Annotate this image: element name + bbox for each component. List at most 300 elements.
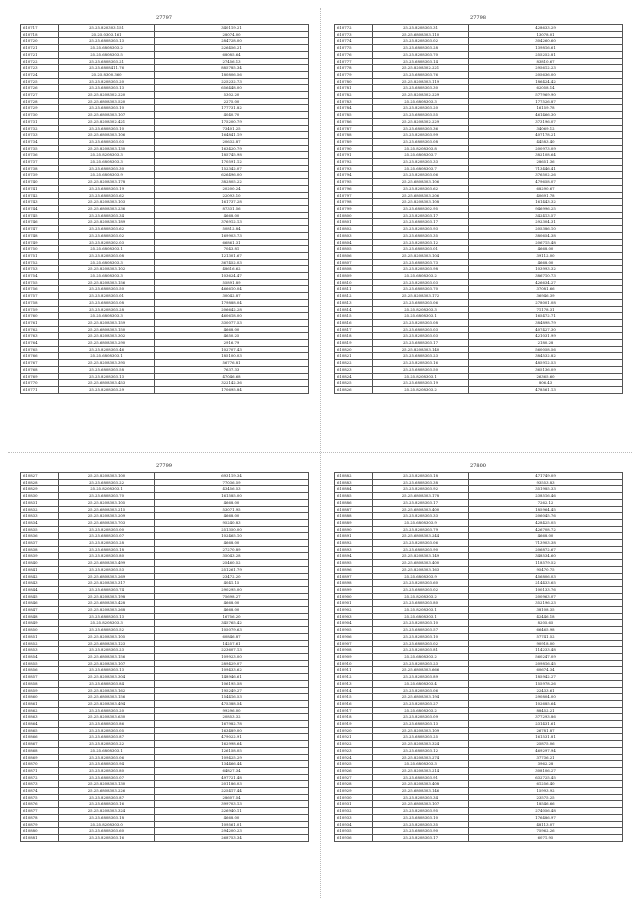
page-number: 27800 [470, 463, 486, 469]
row-id-cell: 610827 [21, 473, 59, 480]
row-id-cell: 610809 [335, 273, 373, 280]
row-id-cell: 610813 [335, 299, 373, 306]
amount-cell: 376502.26 [469, 172, 623, 179]
amount-cell: 200973.09 [469, 145, 623, 152]
row-id-cell: 610917 [335, 707, 373, 714]
row-id-cell: 610862 [21, 707, 59, 714]
table-row [21, 85, 309, 92]
table-row [21, 366, 309, 373]
table-row [21, 138, 309, 145]
amount-cell: 118579.52 [469, 560, 623, 567]
account-code-cell: 25.25.8208302.229 [373, 118, 469, 125]
row-id-cell: 610752 [21, 259, 59, 266]
account-code-cell: 25.25.6808303.94 [59, 761, 155, 768]
amount-cell: 164841.19 [155, 132, 309, 139]
row-id-cell: 610825 [335, 380, 373, 387]
table-row [335, 112, 623, 119]
table-row [21, 526, 309, 533]
amount-cell: 3962.28 [469, 761, 623, 768]
account-code-cell: 25.25.6808303.13 [59, 667, 155, 674]
account-code-cell: 25.25.8208303.317 [59, 580, 155, 587]
amount-cell: 27270.89 [155, 546, 309, 553]
table-row [335, 212, 623, 219]
table-row [21, 132, 309, 139]
account-code-cell: 25.25.6808303.226 [59, 788, 155, 795]
row-id-cell: 610806 [335, 252, 373, 259]
account-code-cell: 25.25.6808303.10 [59, 125, 155, 132]
account-code-cell: 25.25.8208303.16 [373, 360, 469, 367]
row-id-cell: 610729 [21, 105, 59, 112]
account-code-cell: 25.25.6808303.80 [373, 600, 469, 607]
table-row [21, 145, 309, 152]
table-row [335, 145, 623, 152]
table-row [21, 801, 309, 808]
table-row [335, 573, 623, 580]
account-code-cell: 25.25.8208303.01 [59, 293, 155, 300]
account-code-cell: 25.25.8208303.34 [373, 794, 469, 801]
amount-cell: 114233.48 [469, 647, 623, 654]
row-id-cell: 610835 [21, 526, 59, 533]
account-code-cell: 25.25.6808303.57 [373, 627, 469, 634]
amount-cell: 25460.52 [155, 560, 309, 567]
row-id-cell: 610883 [335, 479, 373, 486]
amount-cell: 20200.24 [155, 185, 309, 192]
row-id-cell: 610904 [335, 620, 373, 627]
table-row [21, 506, 309, 513]
table-row [335, 299, 623, 306]
amount-cell: 16159.78 [469, 105, 623, 112]
account-code-cell: 25.25.6808303.194 [373, 694, 469, 701]
account-code-cell: 25.25.8208303.00 [59, 526, 155, 533]
table-row [21, 493, 309, 500]
account-code-cell: 25.25.6808303.62 [59, 192, 155, 199]
account-code-cell: 25.25.6808303.21 [59, 58, 155, 65]
records-table [334, 24, 623, 394]
amount-cell: 109923.00 [155, 653, 309, 660]
records-table [334, 472, 623, 842]
row-id-cell: 610814 [335, 306, 373, 313]
table-row [335, 306, 623, 313]
account-code-cell: 25.25.6808303.74 [59, 586, 155, 593]
table-row [21, 353, 309, 360]
amount-cell: 161443.32 [469, 199, 623, 206]
account-code-cell: 25.25.8208303.105 [59, 633, 155, 640]
row-id-cell: 610785 [335, 112, 373, 119]
row-id-cell: 610906 [335, 633, 373, 640]
account-code-cell: 25.25.6808303.10 [373, 814, 469, 821]
table-row [21, 519, 309, 526]
amount-cell: 126158.05 [155, 747, 309, 754]
amount-cell: 28074.00 [155, 31, 309, 38]
amount-cell: 95240.83 [155, 519, 309, 526]
table-row [21, 326, 309, 333]
row-id-cell: 610770 [21, 380, 59, 387]
amount-cell: 251261.79 [155, 566, 309, 573]
row-id-cell: 610846 [21, 600, 59, 607]
row-id-cell: 610898 [335, 580, 373, 587]
row-id-cell: 610879 [21, 821, 59, 828]
row-id-cell: 610788 [335, 132, 373, 139]
account-code-cell: 25.25.8208303.28 [59, 540, 155, 547]
account-code-cell: 25.25.6808303.06 [373, 299, 469, 306]
table-row [21, 727, 309, 734]
row-id-cell: 610844 [21, 586, 59, 593]
account-code-cell: 25.25.6808303.269 [59, 573, 155, 580]
table-row [335, 353, 623, 360]
table-row [335, 493, 623, 500]
amount-cell: 75962.26 [469, 828, 623, 835]
amount-cell: 4668.00 [155, 212, 309, 219]
row-id-cell: 610912 [335, 674, 373, 681]
table-row [335, 546, 623, 553]
amount-cell: 161585.00 [155, 493, 309, 500]
account-code-cell: 25.25.6808303.07 [59, 533, 155, 540]
records-table-body [21, 473, 309, 842]
row-id-cell: 610832 [21, 506, 59, 513]
amount-cell: 176486.97 [469, 814, 623, 821]
row-id-cell: 610810 [335, 279, 373, 286]
row-id-cell: 610759 [21, 306, 59, 313]
row-id-cell: 610882 [335, 473, 373, 480]
table-row [335, 627, 623, 634]
account-code-cell: 25.25.8208303.17 [373, 834, 469, 841]
amount-cell: 47046.68 [155, 373, 309, 380]
table-row [21, 680, 309, 687]
account-code-cell: 25.25.6808303.16 [59, 801, 155, 808]
amount-cell: 278001.08 [469, 299, 623, 306]
table-row [21, 734, 309, 741]
account-code-cell: 25.25.6808303.28 [373, 45, 469, 52]
row-id-cell: 610786 [335, 118, 373, 125]
account-code-cell: 25.25.8208303.1 [373, 373, 469, 380]
amount-cell: 479022.91 [155, 734, 309, 741]
account-code-cell: 25.25.6808303.10 [59, 105, 155, 112]
table-row [21, 633, 309, 640]
table-row [335, 526, 623, 533]
amount-cell: 4040.70 [155, 112, 309, 119]
row-id-cell: 610760 [21, 313, 59, 320]
amount-cell: 421031.99 [469, 333, 623, 340]
table-row [335, 172, 623, 179]
amount-cell: 456806.03 [469, 573, 623, 580]
row-id-cell: 610820 [335, 346, 373, 353]
table-row [335, 727, 623, 734]
account-code-cell: 25.25.6808303.70 [59, 493, 155, 500]
account-code-cell: 25.25.6808303.58 [59, 366, 155, 373]
table-row [21, 607, 309, 614]
row-id-cell: 610836 [21, 533, 59, 540]
account-code-cell: 25.25.6808303.107 [59, 112, 155, 119]
row-id-cell: 610915 [335, 694, 373, 701]
row-id-cell: 610842 [21, 573, 59, 580]
account-code-cell: 25.25.8208303.149 [373, 553, 469, 560]
account-code-cell: 25.25.8208302.221 [373, 65, 469, 72]
row-id-cell: 610721 [21, 51, 59, 58]
row-id-cell: 610884 [335, 486, 373, 493]
table-row [335, 360, 623, 367]
account-code-cell: 25.25.8208303.89 [373, 674, 469, 681]
amount-cell: 37081.66 [469, 286, 623, 293]
table-row [335, 105, 623, 112]
amount-cell: 274056.48 [469, 808, 623, 815]
table-row [335, 252, 623, 259]
amount-cell: 105079.63 [155, 627, 309, 634]
table-row [21, 721, 309, 728]
row-id-cell: 610783 [335, 98, 373, 105]
row-id-cell: 610829 [21, 486, 59, 493]
amount-cell: 384532.82 [469, 353, 623, 360]
table-row [335, 259, 623, 266]
amount-cell: 428425.05 [469, 519, 623, 526]
account-code-cell: 25.25.8208303.70 [373, 51, 469, 58]
row-id-cell: 610868 [21, 747, 59, 754]
table-row [335, 65, 623, 72]
table-row [335, 346, 623, 353]
row-id-cell: 610903 [335, 613, 373, 620]
row-id-cell: 610802 [335, 226, 373, 233]
row-id-cell: 610816 [335, 319, 373, 326]
account-code-cell: 25.25.6808303.87 [59, 734, 155, 741]
amount-cell: 4668.00 [155, 607, 309, 614]
table-row [335, 45, 623, 52]
amount-cell: 71178.31 [469, 306, 623, 313]
account-code-cell: 25.25.8208303.119 [373, 78, 469, 85]
row-id-cell: 610838 [21, 546, 59, 553]
table-row [21, 319, 309, 326]
account-code-cell: 25.25.8208303.92 [373, 486, 469, 493]
account-code-cell: 25.25.6808303.12 [373, 747, 469, 754]
amount-cell: 48616.62 [155, 266, 309, 273]
table-row [21, 373, 309, 380]
amount-cell: 330077.53 [155, 319, 309, 326]
table-row [21, 700, 309, 707]
account-code-cell: 25.25.8208303.162 [59, 687, 155, 694]
amount-cell: 68290.67 [469, 185, 623, 192]
amount-cell: 39112.00 [469, 252, 623, 259]
row-id-cell: 610889 [335, 519, 373, 526]
amount-cell: 713903.38 [469, 540, 623, 547]
row-id-cell: 610916 [335, 700, 373, 707]
account-code-cell: 25.25.6808303.13 [373, 721, 469, 728]
amount-cell: 48113.07 [469, 821, 623, 828]
records-table-body [335, 473, 623, 842]
row-id-cell: 610826 [335, 386, 373, 393]
amount-cell: 43456.53 [155, 486, 309, 493]
table-row [21, 105, 309, 112]
account-code-cell: 25.25.8208303.20 [373, 105, 469, 112]
account-code-cell: 25.25.8208303.102 [59, 266, 155, 273]
account-code-cell: 25.25.6808303.3 [59, 259, 155, 266]
row-id-cell: 610787 [335, 125, 373, 132]
account-code-cell: 25.25.8208303.172 [373, 293, 469, 300]
table-row [335, 821, 623, 828]
table-row [21, 620, 309, 627]
table-row [335, 192, 623, 199]
table-row [335, 553, 623, 560]
row-id-cell: 610791 [335, 152, 373, 159]
page-number: 27799 [156, 463, 172, 469]
account-code-cell: 25.25.8208303.02 [373, 38, 469, 45]
account-code-cell: 25.25.6808303.2 [59, 45, 155, 52]
table-row [21, 340, 309, 347]
table-row [21, 293, 309, 300]
account-code-cell: 25.25.6808303.2 [373, 653, 469, 660]
amount-cell: 560247.09 [469, 653, 623, 660]
table-row [335, 680, 623, 687]
row-id-cell: 610773 [335, 31, 373, 38]
table-row [335, 714, 623, 721]
row-id-cell: 610905 [335, 627, 373, 634]
amount-cell: 30042.87 [155, 293, 309, 300]
row-id-cell: 610822 [335, 360, 373, 367]
row-id-cell: 610919 [335, 721, 373, 728]
amount-cell: 38108.35 [469, 607, 623, 614]
amount-cell: 560058.56 [469, 346, 623, 353]
amount-cell: 103624.47 [155, 273, 309, 280]
account-code-cell: 25.25.8208303.33 [373, 513, 469, 520]
row-id-cell: 610864 [21, 721, 59, 728]
account-code-cell: 25.25.6808303.17 [373, 340, 469, 347]
amount-cell: 99296.00 [155, 707, 309, 714]
table-row [335, 293, 623, 300]
account-code-cell: 25.25.8208303.107 [59, 660, 155, 667]
amount-cell: 13078.01 [469, 31, 623, 38]
account-code-cell: 25.25.8208303.03 [373, 279, 469, 286]
row-id-cell: 610877 [21, 808, 59, 815]
amount-cell: 656448.00 [155, 85, 309, 92]
amount-cell: 100133.76 [469, 586, 623, 593]
amount-cell: 352196.23 [469, 600, 623, 607]
amount-cell: 93553.83 [469, 479, 623, 486]
account-code-cell: 25.25.6808303.01 [373, 246, 469, 253]
row-id-cell: 610885 [335, 493, 373, 500]
row-id-cell: 610733 [21, 132, 59, 139]
account-code-cell: 25.25.8208303.13 [59, 373, 155, 380]
row-id-cell: 610772 [335, 25, 373, 32]
table-row [21, 781, 309, 788]
row-id-cell: 610894 [335, 553, 373, 560]
account-code-cell: 25.25.6808303.4 [373, 680, 469, 687]
row-id-cell: 610853 [21, 647, 59, 654]
row-id-cell: 610895 [335, 560, 373, 567]
row-id-cell: 610778 [335, 65, 373, 72]
amount-cell: 348534.60 [469, 553, 623, 560]
row-id-cell: 610936 [335, 834, 373, 841]
row-id-cell: 610856 [21, 667, 59, 674]
account-code-cell: 25.25.8208303.10 [373, 620, 469, 627]
table-row [21, 473, 309, 480]
account-code-cell: 25.25.6808303.123 [59, 640, 155, 647]
table-row [21, 640, 309, 647]
amount-cell: 268753.34 [155, 834, 309, 841]
row-id-cell: 610792 [335, 159, 373, 166]
table-row [21, 653, 309, 660]
account-code-cell: 25.25.8208303.06 [373, 172, 469, 179]
table-row [21, 192, 309, 199]
row-id-cell: 610782 [335, 92, 373, 99]
account-code-cell: 25.25.8208303.0 [59, 821, 155, 828]
row-id-cell: 610762 [21, 326, 59, 333]
table-row [21, 821, 309, 828]
amount-cell: 238516.46 [469, 493, 623, 500]
row-id-cell: 610830 [21, 493, 59, 500]
account-code-cell: 25.25.8208303.103 [59, 199, 155, 206]
account-code-cell: 25.25.8208303.35 [373, 821, 469, 828]
account-code-cell: 25.25.8208303.09 [373, 714, 469, 721]
account-code-cell: 25.25.820303.151 [59, 25, 155, 32]
table-row [21, 152, 309, 159]
table-row [335, 788, 623, 795]
table-row [21, 380, 309, 387]
amount-cell: 35043.28 [155, 553, 309, 560]
amount-cell: 4668.00 [469, 533, 623, 540]
amount-cell: 461466.30 [469, 112, 623, 119]
amount-cell: 340119.21 [155, 25, 309, 32]
row-id-cell: 610850 [21, 627, 59, 634]
account-code-cell: 25.25.8208303.08 [373, 319, 469, 326]
row-id-cell: 610741 [21, 185, 59, 192]
amount-cell: 109561.01 [155, 821, 309, 828]
table-row [21, 674, 309, 681]
row-id-cell: 610866 [21, 734, 59, 741]
amount-cell: 179888.04 [155, 299, 309, 306]
table-row [335, 674, 623, 681]
account-code-cell: 25.25.6808303.13 [59, 85, 155, 92]
table-row [21, 687, 309, 694]
amount-cell: 382108.64 [469, 152, 623, 159]
account-code-cell: 25.25.8208303.130 [59, 781, 155, 788]
row-id-cell: 610799 [335, 205, 373, 212]
account-code-cell: 25.25.8208303.62 [373, 185, 469, 192]
amount-cell: 28651.36 [469, 159, 623, 166]
account-code-cell: 25.25.6808303.34 [59, 212, 155, 219]
account-code-cell: 25.25.8208303.109 [373, 727, 469, 734]
page-number: 27798 [470, 15, 486, 21]
table-row [335, 205, 623, 212]
amount-cell: 292304.31 [469, 219, 623, 226]
table-row [335, 653, 623, 660]
amount-cell: 6071.95 [469, 834, 623, 841]
account-code-cell: 25.25.8208303.159 [59, 319, 155, 326]
account-code-cell: 25.25.8208303.130 [59, 145, 155, 152]
amount-cell: 426634.27 [469, 279, 623, 286]
account-code-cell: 25.25.6808303.08 [373, 138, 469, 145]
amount-cell: 109433.62 [155, 667, 309, 674]
account-code-cell: 25.25.6808411.76 [59, 65, 155, 72]
account-code-cell: 25.25.6808303.18 [59, 814, 155, 821]
row-id-cell: 610774 [335, 38, 373, 45]
amount-cell: 713446.41 [469, 165, 623, 172]
account-code-cell: 25.25.6808303.50 [59, 286, 155, 293]
amount-cell: 185100.03 [155, 353, 309, 360]
account-code-cell: 25.25.8208303.98 [373, 266, 469, 273]
amount-cell: 55891.89 [155, 279, 309, 286]
amount-cell: 102465.10 [155, 533, 309, 540]
table-row [21, 286, 309, 293]
amount-cell: 479658.07 [469, 179, 623, 186]
row-id-cell: 610852 [21, 640, 59, 647]
row-id-cell: 610769 [21, 373, 59, 380]
table-row [21, 185, 309, 192]
amount-cell: 20632.87 [155, 138, 309, 145]
amount-cell: 87331.56 [155, 205, 309, 212]
account-code-cell: 25.25.8208303.209 [59, 513, 155, 520]
row-id-cell: 610798 [335, 199, 373, 206]
amount-cell: 407178.21 [469, 132, 623, 139]
row-id-cell: 610881 [21, 834, 59, 841]
table-row [335, 31, 623, 38]
table-row [21, 486, 309, 493]
